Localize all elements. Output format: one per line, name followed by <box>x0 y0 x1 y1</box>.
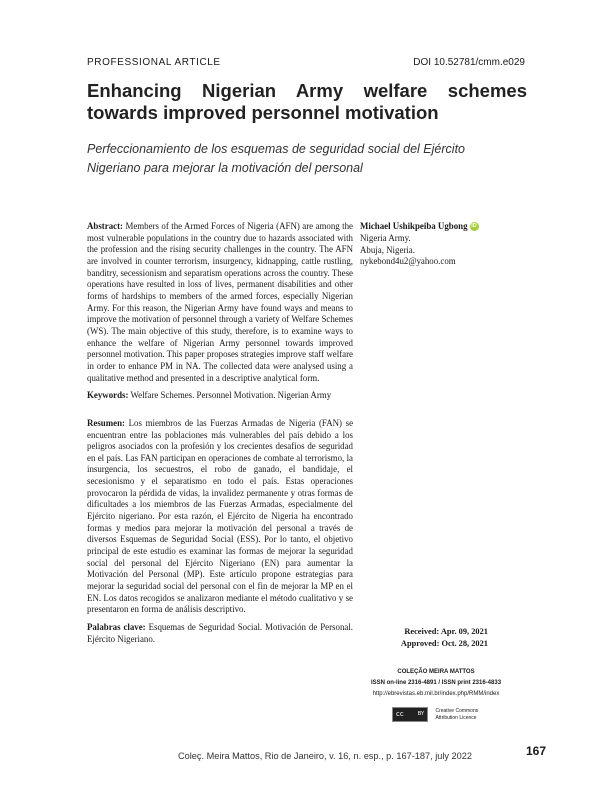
article-type: PROFESSIONAL ARTICLE <box>87 57 221 68</box>
author-email[interactable]: nykebond4u2@yahoo.com <box>360 256 456 267</box>
received-date: Received: Apr. 09, 2021 <box>404 627 488 636</box>
author-block <box>360 221 540 268</box>
license-block <box>392 706 478 724</box>
approved-date: Approved: Oct. 28, 2021 <box>400 638 488 648</box>
article-title: Enhancing Nigerian Army welfare schemes towards improved personnel motivation <box>87 80 527 123</box>
page-number: 167 <box>526 744 547 758</box>
keywords-label: Keywords: <box>87 390 129 401</box>
palabras-clave <box>87 622 353 645</box>
palabras-text: Esquemas de Seguridad Social. Motivación de Personal. Ejército Nigeriano. <box>87 622 354 644</box>
palabras-label: Palabras clave: <box>87 622 146 632</box>
dates-block <box>378 626 488 649</box>
author-name: Michael Ushikpeiba Ugbong <box>360 221 468 231</box>
resumen <box>87 418 353 616</box>
abstract-column <box>87 221 353 645</box>
abstract-text: Members of the Armed Forces of Nigeria (AFN) are among the most vulnerable populations in the country due to hazards associated with the profession and the rising security challenges in the country. The AFN are involved in counter terrorism, insurgency, kidnapping, cattle rustling, banditry, secessionism and separatism operations across the country. These operations have resulted in loss of lives, permanent disabilities and other forms of hardships to members of the armed forces, especially Nigerian Army. For this reason, the Nigerian Army have found ways and means to improve the motivation of personnel through a variety of Welfare Schemes (WS). The main objective of this study, therefore, is to examine ways to enhance the welfare of Nigerian Army personnel towards improved personnel motivation. This paper proposes strategies improve staff welfare in order to enhance PM in NA. The collected data were analysed using a qualitative method and presented in a descriptive analytical form. <box>87 221 353 383</box>
resumen-label: Resumen: <box>87 417 125 428</box>
cc-by-icon[interactable] <box>392 707 428 722</box>
abstract <box>87 221 353 384</box>
cc-logo-text: cc <box>396 710 404 719</box>
keywords <box>87 390 353 402</box>
license-line2: Attribution Licence <box>435 714 477 721</box>
license-text <box>435 708 478 721</box>
journal-url[interactable]: http://ebrevistas.eb.mil.br/index.php/RMM/index <box>372 691 500 697</box>
author-location: Abuja, Nigeria. <box>360 244 415 255</box>
journal-name: COLEÇÃO MEIRA MATTOS <box>397 669 475 675</box>
orcid-icon[interactable]: iD <box>471 223 477 230</box>
abstract-label: Abstract: <box>87 221 123 231</box>
author-affiliation: Nigeria Army. <box>360 232 411 243</box>
journal-issn: ISSN on-line 2316-4891 / ISSN print 2316-4833 <box>370 680 502 686</box>
journal-info <box>353 667 519 700</box>
doi[interactable]: DOI 10.52781/cmm.e029 <box>413 57 525 68</box>
by-logo-text: BY <box>417 711 424 718</box>
article-subtitle: Perfeccionamiento de los esquemas de seguridad social del Ejército Nigeriano para mejorar la motivación del personal <box>87 142 465 175</box>
keywords-text: Welfare Schemes. Personnel Motivation. Nigerian Army <box>130 390 332 401</box>
footer-citation: Coleç. Meira Mattos, Rio de Janeiro, v. 16, n. esp., p. 167-187, july 2022 <box>178 751 472 761</box>
license-line1: Creative Commons <box>435 708 479 715</box>
resumen-text: Los miembros de las Fuerzas Armadas de Nigeria (FAN) se encuentran entre las poblaciones más vulnerables del país debido a los peligros asociados con la profesión y los crecientes desafíos de seguridad en el país. Las FAN participan en operaciones de combate al terrorismo, la insurgencia, los secuestros, el robo de ganado, el bandidaje, el secesionismo y el separatismo en todo el país. Estas operaciones provocaron la pérdida de vidas, la invalidez permanente y otras formas de dificultades a los miembros de las Fuerzas Armadas, especialmente del Ejército nigeriano. Por esta razón, el Ejército de Nigeria ha encontrado formas y medios para mejorar la motivación del personal a través de diversos Esquemas de Seguridad Social (ESS). Por lo tanto, el objetivo principal de este estudio es examinar las formas de mejorar la seguridad social del personal del Ejército Nigeriano (EN) para aumentar la Motivación del Personal (MP). Este artículo propone estrategias para mejorar la seguridad social del personal con el fin de mejorar la MP en el EN. Los datos recogidos se analizaron mediante el método cualitativo y se presentaron en forma de análisis descriptivo. <box>87 417 354 615</box>
